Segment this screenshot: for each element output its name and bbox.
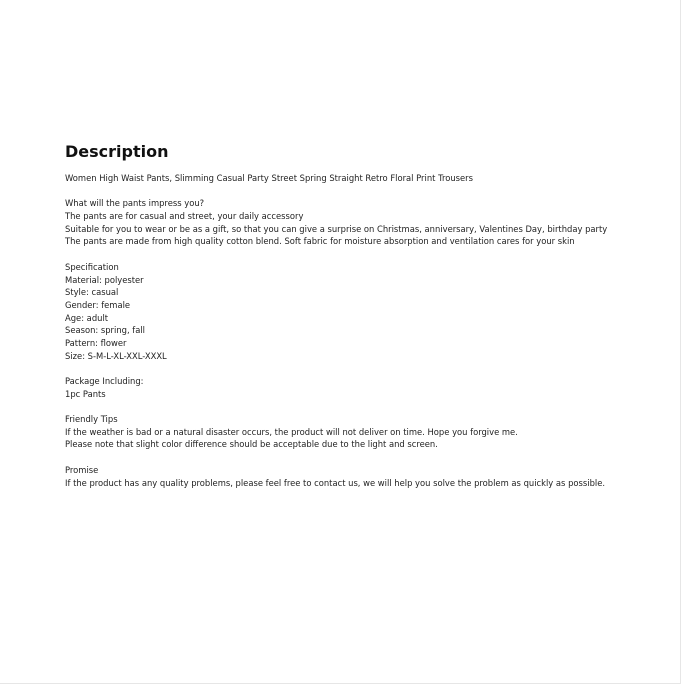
spec-gender: Gender: female [65, 299, 131, 310]
spacer [65, 451, 665, 464]
impress-heading: What will the pants impress you? [65, 198, 205, 209]
description-section [65, 142, 665, 489]
specification-heading: Specification [65, 261, 119, 272]
product-name: Women High Waist Pants, Slimming Casual Party Street Spring Straight Retro Floral Print Trousers [65, 173, 473, 183]
spacer [65, 248, 665, 261]
promise-heading: Promise [65, 464, 99, 475]
tips-line: Please note that slight color difference should be acceptable due to the light and screen. [65, 439, 438, 450]
spacer [65, 185, 665, 198]
tips-heading: Friendly Tips [65, 414, 118, 425]
spec-style: Style: casual [65, 287, 119, 298]
spec-size: Size: S-M-L-XL-XXL-XXXL [65, 350, 167, 361]
impress-line: The pants are for casual and street, your daily accessory [65, 211, 304, 222]
impress-line: Suitable for you to wear or be as a gift, so that you can give a surprise on Christmas, anniversary, Valentines Day, birthday party [65, 223, 608, 234]
package-item: 1pc Pants [65, 388, 106, 399]
description-body [65, 172, 665, 489]
spacer [65, 362, 665, 375]
package-heading: Package Including: [65, 376, 144, 386]
spec-pattern: Pattern: flower [65, 337, 127, 348]
spec-material: Material: polyester [65, 274, 144, 285]
description-title: Description [65, 142, 169, 161]
spec-age: Age: adult [65, 312, 109, 323]
impress-line: The pants are made from high quality cotton blend. Soft fabric for moisture absorption and ventilation cares for your skin [65, 236, 575, 247]
tips-line: If the weather is bad or a natural disaster occurs, the product will not deliver on time. Hope you forgive me. [65, 426, 518, 437]
spacer [65, 400, 665, 413]
promise-line: If the product has any quality problems, please feel free to contact us, we will help you solve the problem as quickly as possible. [65, 477, 606, 488]
spec-season: Season: spring, fall [65, 325, 146, 336]
